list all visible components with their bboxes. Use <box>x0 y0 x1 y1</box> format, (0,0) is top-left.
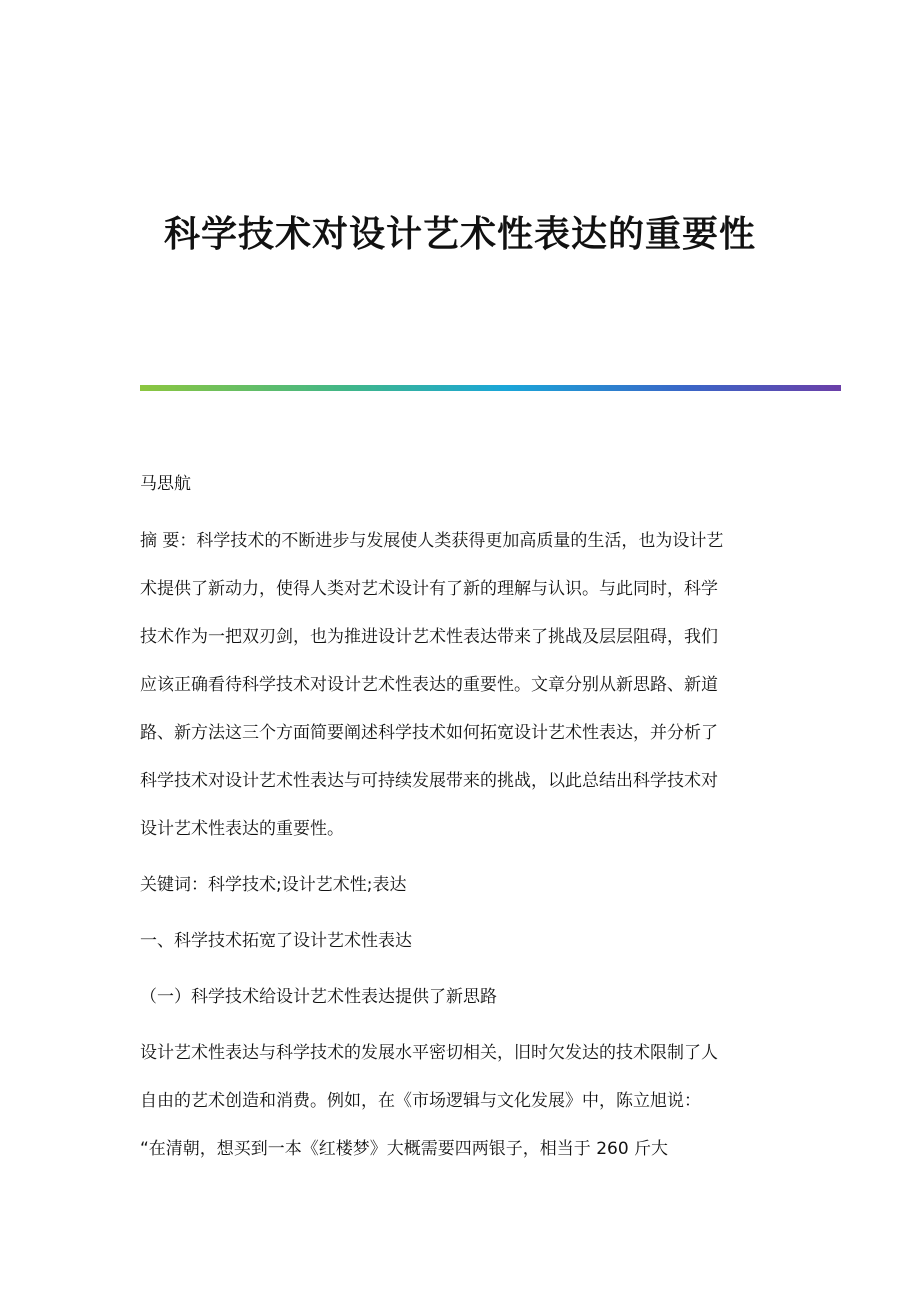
abstract-line: 摘 要：科学技术的不断进步与发展使人类获得更加高质量的生活，也为设计艺 <box>140 531 724 551</box>
abstract-line: 设计艺术性表达的重要性。 <box>140 819 344 839</box>
abstract-line: 术提供了新动力，使得人类对艺术设计有了新的理解与认识。与此同时，科学 <box>140 579 718 599</box>
keywords: 关键词：科学技术;设计艺术性;表达 <box>140 875 407 895</box>
abstract-line: 科学技术对设计艺术性表达与可持续发展带来的挑战，以此总结出科学技术对 <box>140 771 718 791</box>
body-line: 设计艺术性表达与科学技术的发展水平密切相关，旧时欠发达的技术限制了人 <box>140 1043 718 1063</box>
section-heading: 一、科学技术拓宽了设计艺术性表达 <box>140 931 412 951</box>
subsection-heading: （一）科学技术给设计艺术性表达提供了新思路 <box>140 987 497 1007</box>
document-title: 科学技术对设计艺术性表达的重要性 <box>163 213 756 255</box>
gradient-divider <box>140 385 841 391</box>
body-paragraph <box>140 1041 790 1185</box>
abstract-line: 应该正确看待科学技术对设计艺术性表达的重要性。文章分别从新思路、新道 <box>140 675 718 695</box>
abstract-line: 路、新方法这三个方面简要阐述科学技术如何拓宽设计艺术性表达，并分析了 <box>140 723 718 743</box>
abstract-block <box>140 529 790 865</box>
author-name: 马思航 <box>140 474 191 494</box>
abstract-line: 技术作为一把双刃剑，也为推进设计艺术性表达带来了挑战及层层阻碍，我们 <box>140 627 718 647</box>
body-line: 自由的艺术创造和消费。例如，在《市场逻辑与文化发展》中，陈立旭说： <box>140 1091 701 1111</box>
body-line: “在清朝，想买到一本《红楼梦》大概需要四两银子，相当于 260 斤大 <box>140 1139 669 1159</box>
